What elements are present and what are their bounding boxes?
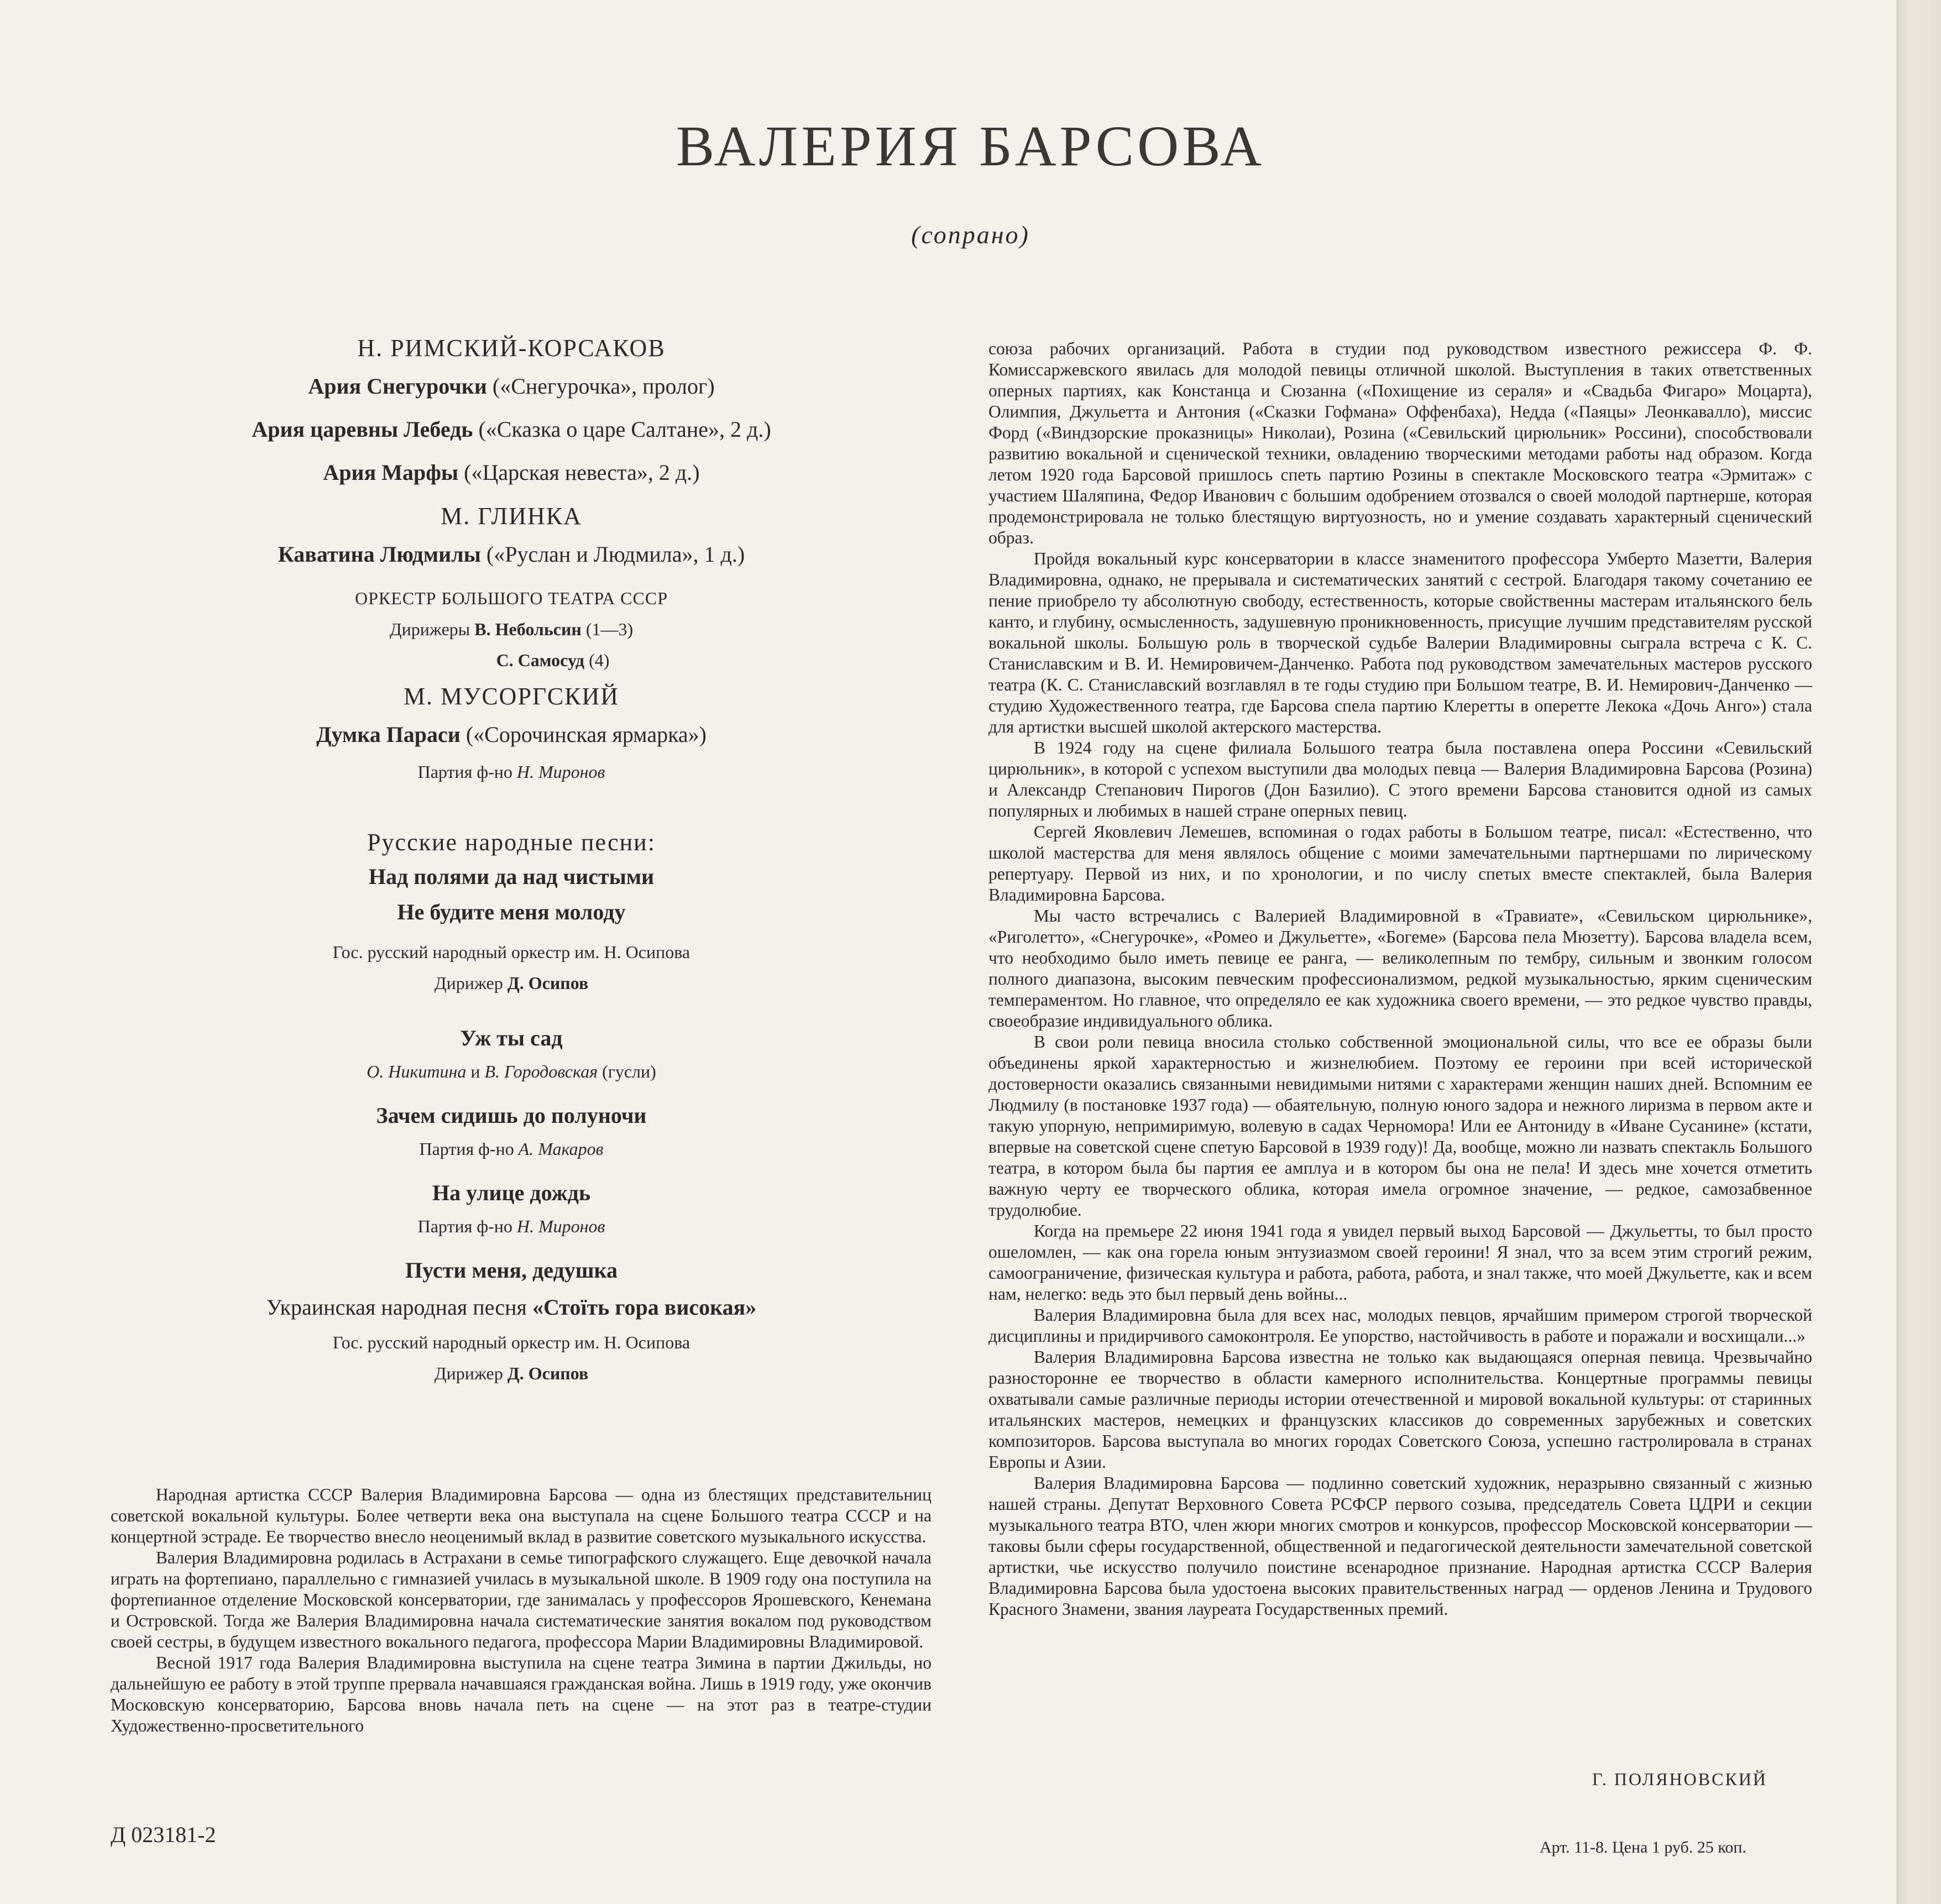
gusli-credit: О. Никитина и В. Городовская (гусли) — [367, 1061, 656, 1081]
essay-author: Г. ПОЛЯНОВСКИЙ — [1592, 1769, 1768, 1789]
track-title: Ария Марфы — [323, 460, 459, 485]
page-title: ВАЛЕРИЯ БАРСОВА — [676, 114, 1265, 178]
track-9: Зачем сидишь до полуночи — [376, 1103, 647, 1128]
conductor-credit-2: Дирижер Д. Осипов — [434, 1363, 589, 1383]
paragraph: В 1924 году на сцене филиала Большого театра была поставлена опера Россини «Севильский цирюльник», в которой с успехом выступили два молодых певца — Валерия Владимировна Барсова (Розина) и Александр Степанович Пирогов (Дон Базилио). С этого времени Барсова становится одной из самых популярных и любимых в нашей стране оперных певиц. — [988, 738, 1812, 820]
conductors-line-1: Дирижеры В. Небольсин (1—3) — [389, 619, 634, 639]
piano-credit-3: Партия ф-но Н. Миронов — [417, 1216, 605, 1236]
track-10: На улице дождь — [432, 1180, 591, 1205]
piano-credit-2: Партия ф-но А. Макаров — [419, 1139, 604, 1159]
voice-type: (сопрано) — [911, 221, 1030, 249]
paragraph: Пройдя вокальный курс консерватории в классе знаменитого профессора Умберто Мазетти, Валерия Владимировна, однако, не прерывала и систематических занятий с сестрой. Благодаря такому сочетанию ее пение приобрело ту абсолютную свободу, естественность, которые свойственны мастерам итальянского бель канто, и глубину, осмысленность, задушевную проникновенность, присущие лучшим представителям русской вокальной школы. Большую роль в творческой судьбе Валерии Владимировны сыграла встреча с К. С. Станиславским и В. И. Немировичем-Данченко. Работа под руководством замечательных мастеров русского театра (К. С. Станиславский возглавлял в те годы студию при Большом театре, В. И. Немирович-Данченко — студию Художественного театра, где Барсова спела партию Клеретты в оперетте Лекока «Дочь Анго») стала для артистки высшей школой актерского мастерства. — [988, 549, 1812, 736]
orchestra-osipov-2: Гос. русский народный оркестр им. Н. Осипова — [332, 1332, 690, 1352]
conductor-name: С. Самосуд — [496, 650, 585, 670]
track-source: («Снегурочка», пролог) — [486, 374, 715, 399]
track-source: («Сказка о царе Салтане», 2 д.) — [473, 417, 771, 442]
conductor-name: Д. Осипов — [507, 973, 589, 993]
track-7: Не будите меня молоду — [397, 899, 626, 924]
conductor-name: В. Небольсин — [474, 619, 582, 639]
sleeve-edge — [1896, 0, 1941, 1904]
paragraph: Мы часто встречались с Валерией Владимировной в «Травиате», «Севильском цирюльнике», «Риголетто», «Снегурочке», «Ромео и Джульетте», «Богеме» (Барсова пела Мюзетту). Барсова владела всем, что необходимо было иметь певице ее ранга, — великолепным по тембру, сильным и звонким голосом полного диапазона, высоким певческим профессионализмом, редкой музыкальностью, ярким сценическим темпераментом. Но главное, что определяло ее как художника своего времени, — это редкое чувство правды, своеобразие индивидуального облика. — [988, 906, 1812, 1031]
composer-glinka: М. ГЛИНКА — [441, 503, 582, 530]
track-title: Думка Параси — [316, 722, 461, 747]
folk-songs-heading: Русские народные песни: — [367, 829, 656, 856]
paragraph: Весной 1917 года Валерия Владимировна выступила на сцене театра Зимина в партии Джильды, но дальнейшую ее работу в этой труппе прервала начавшаяся гражданская война. Лишь в 1919 году, уже окончив Московскую консерваторию, Барсова вновь начала петь на сцене — на этот раз в театре-студии Художественно-просветительного — [111, 1653, 932, 1735]
program-list — [111, 332, 912, 1389]
track-1 — [111, 365, 912, 408]
track-3 — [111, 451, 912, 494]
composer-mussorgsky: М. МУСОРГСКИЙ — [403, 683, 620, 710]
track-12: Украинская народная песня «Стоїть гора високая» — [266, 1295, 757, 1320]
essay-left-column — [111, 1484, 932, 1736]
conductor-name: Д. Осипов — [507, 1363, 589, 1383]
orchestra-bolshoi: ОРКЕСТР БОЛЬШОГО ТЕАТРА СССР — [354, 588, 668, 608]
track-5 — [111, 713, 912, 756]
paragraph: Валерия Владимировна Барсова известна не только как выдающаяся оперная певица. Чрезвычайно разносторонне ее творчество в области камерного исполнительства. Концертные программы певицы охватывали самые различные периоды истории отечественной и мировой вокальной культуры: от старинных итальянских мастеров, немецких и французских классиков до современных зарубежных и советских композиторов. Барсова выступала во многих городах Советского Союза, успешно гастролировала в странах Европы и Азии. — [988, 1347, 1812, 1472]
orchestra-osipov-1: Гос. русский народный оркестр им. Н. Осипова — [332, 942, 690, 962]
essay-right-column — [988, 338, 1812, 1620]
paragraph: В свои роли певица вносила столько собственной эмоциональной силы, что все ее образы были объединены яркой характерностью и жизнелюбием. Поэтому ее героини при всей исторической достоверности оказались связанными невидимыми нитями с характерами женщин наших дней. Вспомним ее Людмилу (в постановке 1937 года) — обаятельную, полную юного задора и нежного лиризма в первом акте и такую упорную, непримиримую, волевую в садах Черномора! Или ее Антониду в «Иване Сусанине» (кстати, впервые на советской сцене спетую Барсовой в 1939 году)! Да, вообще, можно ли назвать спектакль Большого театра, в котором была бы партия ее амплуа и в котором бы она не пела! И здесь мне хочется отметить важную черту ее творческого облика, которая имела огромное значение, — редкое, самозабвенное трудолюбие. — [988, 1032, 1812, 1220]
paragraph: Сергей Яковлевич Лемешев, вспоминая о годах работы в Большом театре, писал: «Естественно, что школой мастерства для меня являлось общение с моими замечательными партнершами по лирическому репертуару. Первой из них, и по хронологии, и по числу спетых вместе спектаклей, была Валерия Владимировна Барсова. — [988, 822, 1812, 904]
track-6: Над полями да над чистыми — [368, 864, 655, 889]
track-title: Каватина Людмилы — [278, 542, 481, 567]
catalog-number: Д 023181-2 — [111, 1822, 216, 1847]
paragraph: Народная артистка СССР Валерия Владимировна Барсова — одна из блестящих представительниц советской вокальной культуры. Более четверти века она выступала на сцене Большого театра СССР и на концертной эстраде. Ее творчество внесло неоценимый вклад в развитие советского музыкального искусства. — [111, 1485, 932, 1546]
track-4 — [111, 533, 912, 576]
track-2 — [111, 408, 912, 451]
pianist-name: Н. Миронов — [516, 1216, 605, 1236]
track-11: Пусти меня, дедушка — [405, 1258, 618, 1283]
pianist-name: Н. Миронов — [516, 762, 605, 782]
pianist-name: А. Макаров — [518, 1139, 604, 1159]
paragraph: Валерия Владимировна была для всех нас, молодых певцов, ярчайшим примером строгой творческой дисциплины и придирчивого самоконтроля. Ее упорство, настойчивость в работе и поражали и восхищали...» — [988, 1305, 1812, 1346]
conductors-line-2: С. Самосуд (4) — [496, 650, 610, 670]
track-title: Ария Снегурочки — [308, 374, 487, 399]
paragraph: Валерия Владимировна Барсова — подлинно советский художник, неразрывно связанный с жизнью нашей страны. Депутат Верховного Совета РСФСР первого созыва, председатель Совета ЦДРИ и секции музыкального театра ВТО, член жюри многих смотров и конкурсов, профессор Московской консерватории — таковы были сферы государственной, общественной и педагогической деятельности замечательной советской артистки, чье искусство получило поистине всенародное признание. Народная артистка СССР Валерия Владимировна Барсова была удостоена высоких правительственных наград — орденов Ленина и Трудового Красного Знамени, звания лауреата Государственных премий. — [988, 1473, 1812, 1619]
composer-rimsky-korsakov: Н. РИМСКИЙ-КОРСАКОВ — [357, 334, 666, 362]
track-source: («Руслан и Людмила», 1 д.) — [480, 542, 745, 567]
track-source: («Царская невеста», 2 д.) — [458, 460, 700, 485]
track-8: Уж ты сад — [460, 1026, 563, 1050]
track-source: («Сорочинская ярмарка») — [460, 722, 707, 747]
paragraph: Валерия Владимировна родилась в Астрахани в семье типографского служащего. Еще девочкой начала играть на фортепиано, параллельно с гимназией училась в музыкальной школе. В 1909 году она поступила на фортепианное отделение Московской консерватории, где занималась у профессоров Ярошевского, Кенемана и Островской. Тогда же Валерия Владимировна начала систематические занятия вокалом под руководством своей сестры, в будущем известного вокального педагога, профессора Марии Владимировны Владимировой. — [111, 1548, 932, 1651]
piano-credit-1: Партия ф-но Н. Миронов — [417, 762, 605, 782]
track-title: Ария царевны Лебедь — [252, 417, 473, 442]
conductor-credit-1: Дирижер Д. Осипов — [434, 973, 589, 993]
paragraph: союза рабочих организаций. Работа в студии под руководством известного режиссера Ф. Ф. Комиссаржевского явилась для молодой певицы отличной школой. Выступления в таких ответственных оперных партиях, как Констанца и Сюзанна («Похищение из сераля» и «Свадьба Фигаро» Моцарта), Олимпия, Джульетта и Антония («Сказки Гофмана» Оффенбаха), Недда («Паяцы» Леонкавалло), миссис Форд («Виндзорские проказницы» Николаи), Розина («Севильский цирюльник» Россини), способствовали развитию вокальной и сценической техники, овладению творческими методами работы над образом. Когда летом 1920 года Барсовой пришлось спеть партию Розины в спектакле Московского театра «Эрмитаж» с участием Шаляпина, Федор Иванович с большим одобрением отозвался о своей молодой партнерше, которая продемонстрировала не только блестящую виртуозность, но и умение создавать характерный сценический образ. — [988, 339, 1812, 547]
price-line: Арт. 11-8. Цена 1 руб. 25 коп. — [1540, 1838, 1746, 1856]
paragraph: Когда на премьере 22 июня 1941 года я увидел первый выход Барсовой — Джульетты, то был просто ошеломлен, — как она горела юным энтузиазмом своей героини! Я знал, что за всем этим строгий режим, самоограничение, физическая культура и работа, работа, работа, и знал также, что моей Джульетте, как и всем нам, нелегко: ведь это был первый день войны... — [988, 1221, 1812, 1304]
